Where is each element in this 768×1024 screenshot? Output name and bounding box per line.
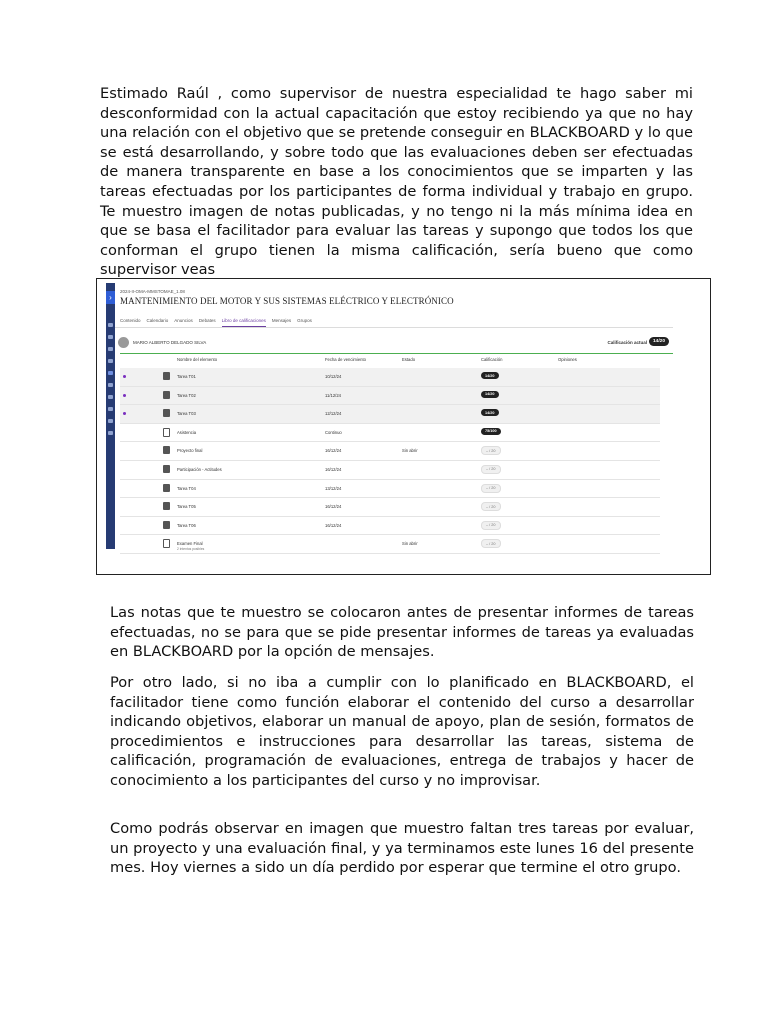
item-title: Proyecto final bbox=[177, 448, 203, 454]
table-row[interactable] bbox=[120, 517, 660, 536]
nav-icon bbox=[108, 359, 113, 363]
grade-badge[interactable]: – / 20 bbox=[481, 484, 501, 493]
col-item-header[interactable]: Nombre del elemento bbox=[177, 357, 218, 362]
table-row[interactable] bbox=[120, 535, 660, 554]
item-title: Participación - Actitudes bbox=[177, 466, 222, 472]
col-grade-header[interactable]: Calificación bbox=[481, 357, 503, 362]
due-date: 16/12/24 bbox=[325, 522, 342, 528]
assignment-icon bbox=[163, 391, 170, 399]
tab-item[interactable]: Contenido bbox=[120, 318, 141, 323]
gradebook-table-header bbox=[120, 357, 673, 366]
grade-badge[interactable]: – / 20 bbox=[481, 521, 501, 530]
assignment-icon bbox=[163, 409, 170, 417]
table-row[interactable] bbox=[120, 424, 660, 443]
side-rail bbox=[106, 283, 115, 549]
letter-paragraph-3: Por otro lado, si no iba a cumplir con lo planificado en BLACKBOARD, el facilitador tiene como función elaborar el contenido del curso a desarrollar indicando objetivos, elaborar un manual de apoyo, plan de sesión, formatos de procedimientos e instrucciones para desarrollar las tareas, sistema de calificación, programación de evaluaciones, entrega de trabajos y hacer de conocimiento a los participantes del curso y no improvisar. bbox=[110, 674, 694, 789]
col-feedback-header[interactable]: Opiniones bbox=[558, 357, 577, 362]
item-name[interactable] bbox=[177, 411, 196, 416]
new-grade-dot-icon bbox=[123, 412, 126, 415]
course-title: MANTENIMIENTO DEL MOTOR Y SUS SISTEMAS ELÉCTRICO Y ELECTRÓNICO bbox=[120, 296, 454, 306]
status-text: Sin abrir bbox=[402, 541, 418, 547]
table-row[interactable] bbox=[120, 498, 660, 517]
item-title: Tarea T03 bbox=[177, 411, 196, 417]
assignment-icon bbox=[163, 484, 170, 492]
overall-grade-badge: 14/20 bbox=[649, 337, 669, 346]
table-row[interactable] bbox=[120, 461, 660, 480]
item-name[interactable] bbox=[177, 541, 204, 551]
item-name[interactable] bbox=[177, 523, 196, 528]
letter-paragraph-4: Como podrás observar en imagen que muestro faltan tres tareas por evaluar, un proyecto y una evaluación final, y ya terminamos este lunes 16 del presente mes. Hoy viernes a sido un día perdido por esperar que termine el otro grupo. bbox=[110, 820, 694, 877]
due-date: Continuo bbox=[325, 429, 342, 435]
col-status-header[interactable]: Estado bbox=[402, 357, 416, 362]
tab-item[interactable]: Anuncios bbox=[174, 318, 193, 323]
grade-badge[interactable]: 14/20 bbox=[481, 372, 499, 379]
grade-badge[interactable]: 75/100 bbox=[481, 428, 501, 435]
due-date: 16/12/24 bbox=[325, 466, 342, 472]
nav-icon bbox=[108, 383, 113, 387]
grade-badge[interactable]: – / 20 bbox=[481, 446, 501, 455]
grade-badge[interactable]: – / 20 bbox=[481, 539, 501, 548]
item-title: Examen Final bbox=[177, 541, 203, 547]
nav-icon bbox=[108, 431, 113, 435]
due-date: 16/12/24 bbox=[325, 448, 342, 454]
expand-arrow-icon[interactable]: › bbox=[106, 291, 115, 304]
item-title: Tarea T05 bbox=[177, 504, 196, 510]
item-title: Asistencia bbox=[177, 429, 197, 435]
item-subtitle: 2 intentos posibles bbox=[177, 547, 205, 552]
tab-item[interactable]: Debates bbox=[198, 318, 216, 323]
letter-paragraph-1: Estimado Raúl , como supervisor de nuestra especialidad te hago saber mi desconformidad con la actual capacitación que estoy recibiendo ya que no hay una relación con el objetivo que se pretende conseguir en BLACKBOARD y lo que se está desarrollando, y sobre todo que las evaluaciones deben ser efectuadas de manera transparente en base a los conocimientos que se imparten y las tareas efectuadas por los participantes de forma individual y trabajo en grupo. Te muestro imagen de notas publicadas, y no tengo ni la más mínima idea en que se basa el facilitador para evaluar las tareas y supongo que todos los que conforman el grupo tienen la misma calificación, sería bueno que como supervisor veas bbox=[100, 85, 693, 279]
assignment-icon bbox=[163, 446, 170, 454]
item-name[interactable] bbox=[177, 467, 222, 472]
grade-badge[interactable]: – / 20 bbox=[481, 465, 501, 474]
letter-paragraph-2: Las notas que te muestro se colocaron antes de presentar informes de tareas efectuadas, no se para que se pide presentar informes de tareas ya evaluadas en BLACKBOARD por la opción de mensajes. bbox=[110, 604, 694, 661]
due-date: 12/12/24 bbox=[325, 411, 342, 417]
due-date: 11/12/24 bbox=[325, 392, 341, 398]
tab-item[interactable]: Mensajes bbox=[271, 318, 292, 323]
course-code: 2024-II-OMA-MMSTOMAE_1.08 bbox=[120, 289, 185, 294]
col-due-header[interactable]: Fecha de vencimiento bbox=[325, 357, 366, 362]
status-text: Sin abrir bbox=[402, 448, 418, 454]
item-title: Tarea T01 bbox=[177, 374, 196, 379]
grade-badge[interactable]: 14/20 bbox=[481, 391, 499, 398]
table-row[interactable] bbox=[120, 387, 660, 406]
avatar bbox=[118, 337, 129, 348]
item-name[interactable] bbox=[177, 374, 196, 379]
nav-icon bbox=[108, 323, 113, 327]
nav-icon bbox=[108, 335, 113, 339]
course-tabs bbox=[120, 318, 312, 323]
assignment-icon bbox=[163, 465, 170, 473]
nav-icon bbox=[108, 419, 113, 423]
gradebook-rows bbox=[120, 368, 660, 554]
tab-item[interactable]: Calendario bbox=[146, 318, 169, 323]
due-date: 10/12/24 bbox=[325, 374, 342, 379]
table-row[interactable] bbox=[120, 442, 660, 461]
nav-icon bbox=[108, 395, 113, 399]
tab-item[interactable]: Libro de calificaciones bbox=[221, 318, 266, 323]
header-divider bbox=[120, 353, 673, 354]
item-name[interactable] bbox=[177, 393, 196, 398]
tab-item[interactable]: Grupos bbox=[297, 318, 312, 323]
new-grade-dot-icon bbox=[123, 375, 126, 378]
assignment-icon bbox=[163, 539, 170, 548]
nav-icon bbox=[108, 347, 113, 351]
item-name[interactable] bbox=[177, 430, 196, 435]
gradebook-screenshot bbox=[106, 283, 673, 552]
due-date: 16/12/24 bbox=[325, 504, 342, 510]
item-title: Tarea T06 bbox=[177, 522, 196, 528]
table-row[interactable] bbox=[120, 368, 660, 387]
student-name: MARIO ALBERTO DELGADO SILVA bbox=[133, 340, 207, 345]
grade-badge[interactable]: 14/20 bbox=[481, 409, 499, 416]
table-row[interactable] bbox=[120, 405, 660, 424]
overall-grade-label: Calificación actual bbox=[607, 340, 647, 345]
student-header bbox=[118, 335, 673, 353]
nav-icon bbox=[108, 371, 113, 375]
item-name[interactable] bbox=[177, 486, 196, 491]
embedded-screenshot-frame bbox=[96, 278, 711, 575]
item-title: Tarea T04 bbox=[177, 485, 196, 491]
item-title: Tarea T02 bbox=[177, 392, 196, 398]
grade-badge[interactable]: – / 20 bbox=[481, 502, 501, 511]
item-name[interactable] bbox=[177, 448, 202, 453]
assignment-icon bbox=[163, 521, 170, 529]
nav-icon bbox=[108, 407, 113, 411]
table-row[interactable] bbox=[120, 480, 660, 499]
assignment-icon bbox=[163, 372, 170, 380]
due-date: 13/12/24 bbox=[325, 485, 342, 491]
attendance-icon bbox=[163, 428, 170, 437]
item-name[interactable] bbox=[177, 504, 196, 509]
tab-divider bbox=[115, 327, 673, 328]
assignment-icon bbox=[163, 502, 170, 510]
new-grade-dot-icon bbox=[123, 394, 126, 397]
